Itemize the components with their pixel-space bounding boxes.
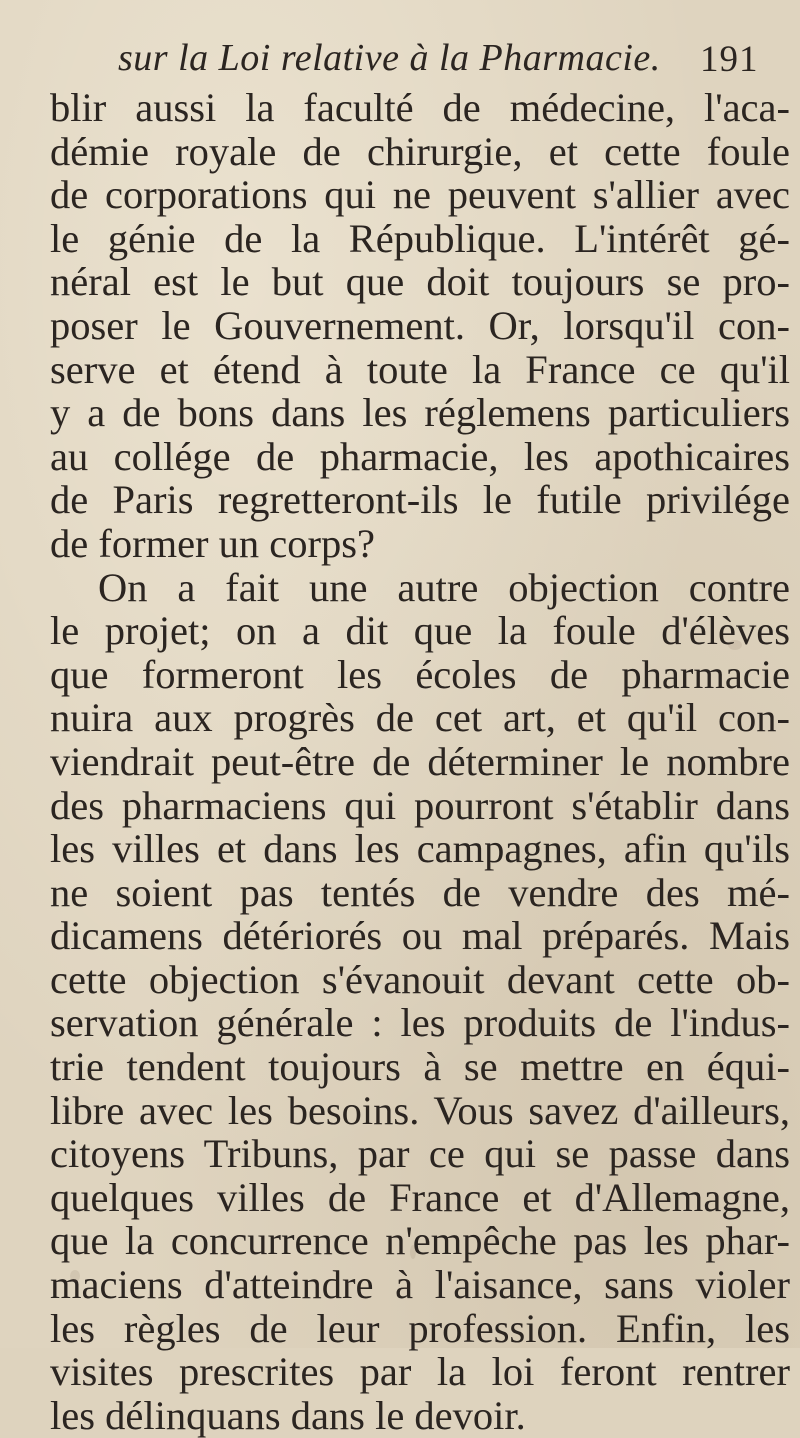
text-line: poser le Gouvernement. Or, lorsqu'il con- bbox=[50, 302, 790, 348]
text-line: que formeront les écoles de pharmacie bbox=[50, 651, 790, 697]
text-line: au collége de pharmacie, les apothicaires bbox=[50, 433, 790, 479]
text-line: blir aussi la faculté de médecine, l'aca- bbox=[50, 85, 790, 130]
text-line: nuira aux progrès de cet art, et qu'il con- bbox=[50, 695, 790, 741]
paper-stain bbox=[728, 640, 742, 650]
text-line: des pharmaciens qui pourront s'établir dans bbox=[50, 782, 790, 828]
body-text bbox=[50, 86, 790, 1437]
text-line: que la concurrence n'empêche pas les phar- bbox=[50, 1218, 790, 1264]
text-line: visites prescrites par la loi feront rentrer bbox=[50, 1349, 790, 1395]
text-line: de Paris regretteront-ils le futile privilége bbox=[50, 477, 790, 523]
text-line: démie royale de chirurgie, et cette foule bbox=[50, 128, 790, 174]
text-line: trie tendent toujours à se mettre en équi- bbox=[50, 1044, 790, 1090]
text-line: quelques villes de France et d'Allemagne, bbox=[50, 1174, 790, 1220]
text-line: de former un corps? bbox=[50, 520, 375, 566]
page-header bbox=[0, 30, 800, 80]
text-line: le projet; on a dit que la foule d'élèves bbox=[50, 608, 790, 654]
text-line: citoyens Tribuns, par ce qui se passe dans bbox=[50, 1131, 790, 1177]
text-line: cette objection s'évanouit devant cette ob- bbox=[50, 956, 790, 1002]
text-line: les villes et dans les campagnes, afin qu'ils bbox=[50, 826, 790, 872]
text-line: de corporations qui ne peuvent s'allier avec bbox=[50, 172, 790, 218]
text-line: viendrait peut-être de déterminer le nombre bbox=[50, 738, 790, 784]
text-line: maciens d'atteindre à l'aisance, sans violer bbox=[50, 1262, 790, 1308]
text-line: les délinquans dans le devoir. bbox=[50, 1392, 526, 1438]
text-line: dicamens détériorés ou mal préparés. Mais bbox=[50, 913, 790, 959]
text-line: libre avec les besoins. Vous savez d'ailleurs, bbox=[50, 1087, 790, 1133]
text-line: y a de bons dans les réglemens particuliers bbox=[50, 390, 790, 436]
paper-stain bbox=[410, 1245, 416, 1259]
paragraph-start-line: On a fait une autre objection contre bbox=[98, 564, 790, 610]
text-line: le génie de la République. L'intérêt gé- bbox=[50, 215, 790, 261]
paper-stain bbox=[70, 1270, 80, 1282]
text-line: néral est le but que doit toujours se pro- bbox=[50, 259, 790, 305]
running-head: sur la Loi relative à la Pharmacie. bbox=[118, 37, 661, 79]
text-line: servation générale : les produits de l'indus- bbox=[50, 1000, 790, 1046]
page-number: 191 bbox=[700, 39, 759, 80]
text-line: serve et étend à toute la France ce qu'il bbox=[50, 346, 790, 392]
text-line: les règles de leur profession. Enfin, les bbox=[50, 1305, 790, 1351]
text-line: ne soient pas tentés de vendre des mé- bbox=[50, 869, 790, 915]
